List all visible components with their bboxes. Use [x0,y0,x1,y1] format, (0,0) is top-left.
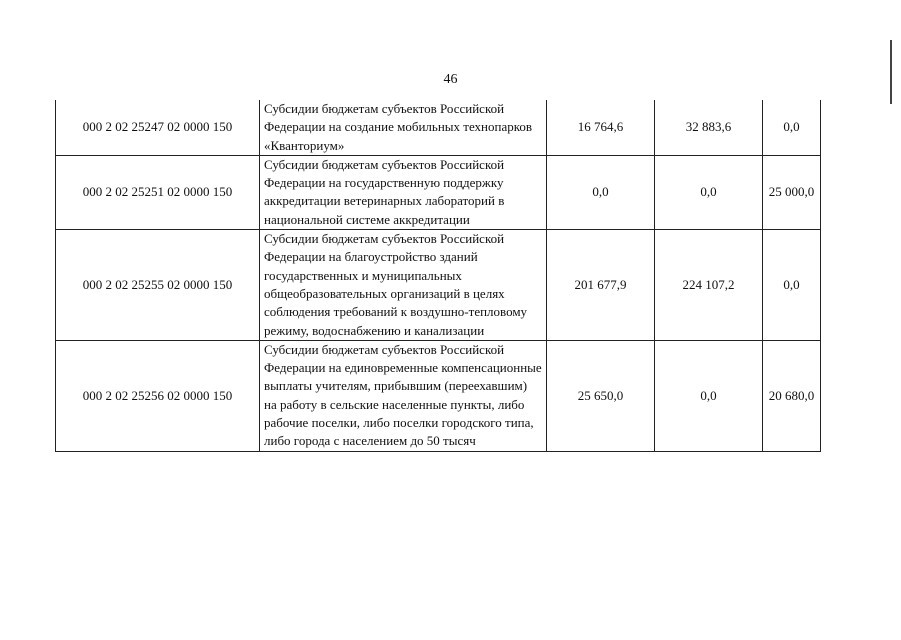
table-row [56,100,821,155]
item-description: Субсидии бюджетам субъектов Российской Федерации на благоустройство зданий государственных и муниципальных общеобразовательных организаций в целях соблюдения требований к воздушно-тепловому режиму, водоснабжению и канализации [260,230,547,341]
amount-year-2: 0,0 [655,155,763,229]
amount-year-3: 0,0 [763,230,821,341]
classification-code: 000 2 02 25247 02 0000 150 [56,100,260,155]
amount-year-1: 0,0 [547,155,655,229]
item-description: Субсидии бюджетам субъектов Российской Федерации на единовременные компенсационные выплаты учителям, прибывшим (переехавшим) на работу в сельские населенные пункты, либо рабочие поселки, либо поселки городского типа, либо города с населением до 50 тысяч [260,340,547,451]
amount-year-1: 25 650,0 [547,340,655,451]
budget-table [55,100,821,452]
page-number: 46 [443,72,458,87]
amount-year-3: 0,0 [763,100,821,155]
item-description: Субсидии бюджетам субъектов Российской Федерации на создание мобильных технопарков «Кванториум» [260,100,547,155]
amount-year-2: 0,0 [655,340,763,451]
amount-year-2: 224 107,2 [655,230,763,341]
classification-code: 000 2 02 25255 02 0000 150 [56,230,260,341]
table-row [56,155,821,229]
classification-code: 000 2 02 25251 02 0000 150 [56,155,260,229]
amount-year-2: 32 883,6 [655,100,763,155]
classification-code: 000 2 02 25256 02 0000 150 [56,340,260,451]
item-description: Субсидии бюджетам субъектов Российской Федерации на государственную поддержку аккредитации ветеринарных лабораторий в национальной системе аккредитации [260,155,547,229]
table-row [56,230,821,341]
amount-year-3: 25 000,0 [763,155,821,229]
scan-edge-mark [890,40,892,104]
amount-year-1: 16 764,6 [547,100,655,155]
amount-year-1: 201 677,9 [547,230,655,341]
amount-year-3: 20 680,0 [763,340,821,451]
table-row [56,340,821,451]
